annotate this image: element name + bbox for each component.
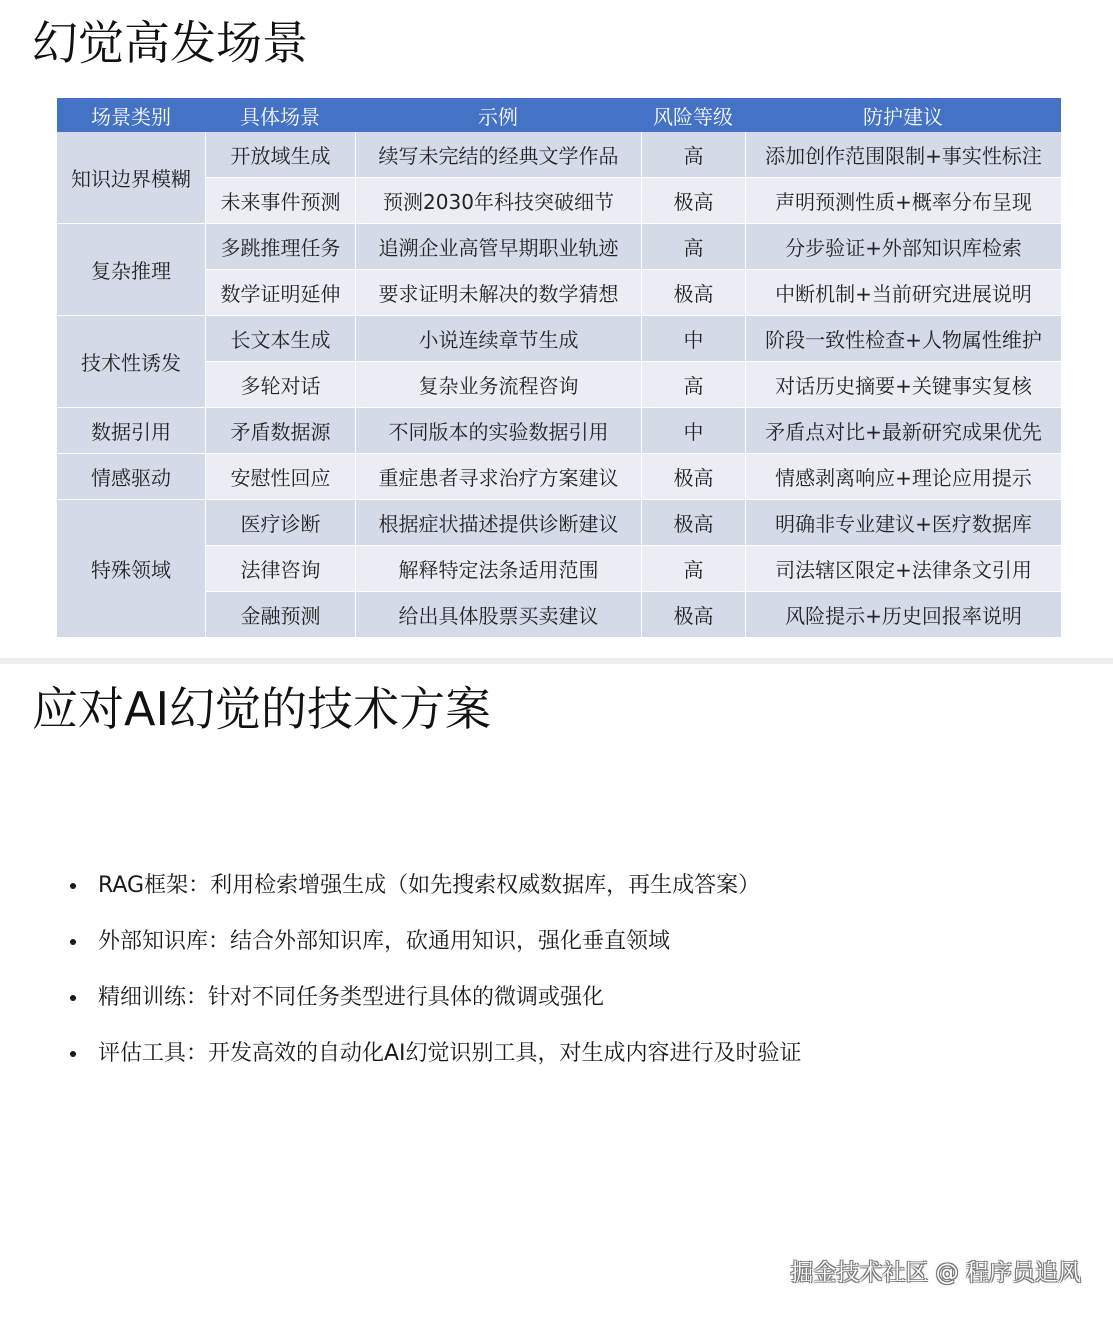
table-row [57,454,1061,500]
list-item [70,858,802,914]
suggestion-cell: 对话历史摘要+关键事实复核 [745,362,1061,408]
example-cell: 根据症状描述提供诊断建议 [355,500,641,546]
risk-cell: 极高 [641,592,745,638]
bullet-dot-icon [70,883,76,889]
category-cell: 复杂推理 [57,224,205,316]
table-row [57,270,1061,316]
bullet-dot-icon [70,1051,76,1057]
header-suggestion: 防护建议 [745,98,1061,132]
risk-cell: 高 [641,362,745,408]
scenario-cell: 安慰性回应 [205,454,355,500]
bullet-dot-icon [70,939,76,945]
example-cell: 解释特定法条适用范围 [355,546,641,592]
suggestion-cell: 风险提示+历史回报率说明 [745,592,1061,638]
table-row [57,500,1061,546]
risk-cell: 高 [641,546,745,592]
suggestion-cell: 阶段一致性检查+人物属性维护 [745,316,1061,362]
table-row [57,362,1061,408]
suggestion-cell: 司法辖区限定+法律条文引用 [745,546,1061,592]
example-cell: 要求证明未解决的数学猜想 [355,270,641,316]
example-cell: 预测2030年科技突破细节 [355,178,641,224]
scenario-cell: 医疗诊断 [205,500,355,546]
category-cell: 知识边界模糊 [57,132,205,224]
category-cell: 技术性诱发 [57,316,205,408]
table-row [57,546,1061,592]
watermark: 掘金技术社区 @ 程序员追风 [790,1260,1081,1286]
scenario-cell: 数学证明延伸 [205,270,355,316]
risk-cell: 极高 [641,454,745,500]
suggestion-cell: 声明预测性质+概率分布呈现 [745,178,1061,224]
scenario-cell: 法律咨询 [205,546,355,592]
example-cell: 追溯企业高管早期职业轨迹 [355,224,641,270]
example-cell: 小说连续章节生成 [355,316,641,362]
risk-cell: 中 [641,408,745,454]
table-row [57,224,1061,270]
suggestion-cell: 明确非专业建议+医疗数据库 [745,500,1061,546]
risk-cell: 极高 [641,270,745,316]
bullet-text: 外部知识库：结合外部知识库，砍通用知识，强化垂直领域 [98,929,671,954]
suggestion-cell: 情感剥离响应+理论应用提示 [745,454,1061,500]
header-category: 场景类别 [57,98,205,132]
scenario-cell: 未来事件预测 [205,178,355,224]
scenario-cell: 开放域生成 [205,132,355,178]
table-row [57,178,1061,224]
example-cell: 续写未完结的经典文学作品 [355,132,641,178]
risk-cell: 中 [641,316,745,362]
suggestion-cell: 添加创作范围限制+事实性标注 [745,132,1061,178]
bullet-text: RAG框架：利用检索增强生成（如先搜索权威数据库，再生成答案） [98,873,761,898]
scenario-cell: 长文本生成 [205,316,355,362]
risk-cell: 极高 [641,500,745,546]
header-risk-level: 风险等级 [641,98,745,132]
bullet-dot-icon [70,995,76,1001]
section-title-technical-solutions: 应对AI幻觉的技术方案 [32,682,492,736]
category-cell: 数据引用 [57,408,205,454]
list-item [70,1026,802,1082]
risk-cell: 高 [641,224,745,270]
suggestion-cell: 分步验证+外部知识库检索 [745,224,1061,270]
table-row [57,408,1061,454]
category-cell: 情感驱动 [57,454,205,500]
scenario-table [57,98,1061,638]
section-title-hallucination-scenarios: 幻觉高发场景 [32,16,308,70]
bullet-text: 精细训练：针对不同任务类型进行具体的微调或强化 [98,985,605,1010]
risk-cell: 极高 [641,178,745,224]
risk-cell: 高 [641,132,745,178]
table-row [57,132,1061,178]
table-header-row [57,98,1061,132]
section-divider [0,658,1113,664]
scenario-cell: 金融预测 [205,592,355,638]
scenario-cell: 多跳推理任务 [205,224,355,270]
header-example: 示例 [355,98,641,132]
table-row [57,316,1061,362]
solution-bullet-list [70,858,802,1082]
header-scenario: 具体场景 [205,98,355,132]
scenario-cell: 多轮对话 [205,362,355,408]
list-item [70,970,802,1026]
suggestion-cell: 中断机制+当前研究进展说明 [745,270,1061,316]
table-row [57,592,1061,638]
category-cell: 特殊领域 [57,500,205,638]
example-cell: 不同版本的实验数据引用 [355,408,641,454]
example-cell: 复杂业务流程咨询 [355,362,641,408]
list-item [70,914,802,970]
suggestion-cell: 矛盾点对比+最新研究成果优先 [745,408,1061,454]
scenario-cell: 矛盾数据源 [205,408,355,454]
example-cell: 给出具体股票买卖建议 [355,592,641,638]
bullet-text: 评估工具：开发高效的自动化AI幻觉识别工具，对生成内容进行及时验证 [98,1041,802,1066]
example-cell: 重症患者寻求治疗方案建议 [355,454,641,500]
